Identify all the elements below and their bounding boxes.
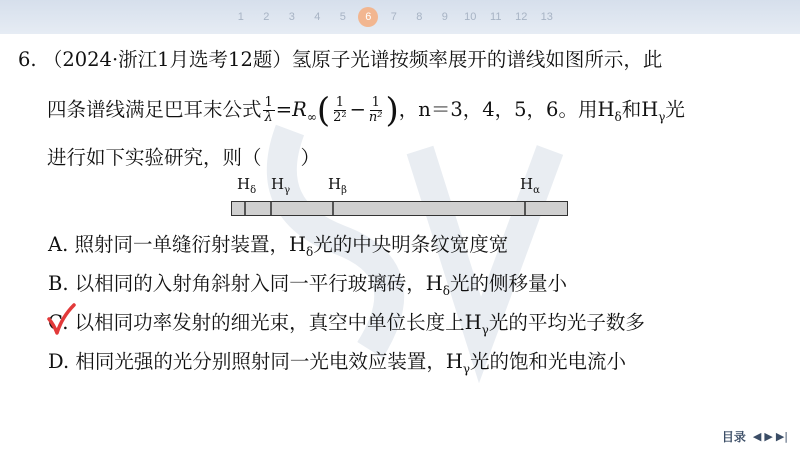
formula-term-2: $\frac{1}{\text{n²}}$ (368, 95, 383, 125)
checkmark-icon (46, 303, 76, 337)
formula-lhs: $\frac{1}{\lambda}$ (264, 95, 273, 125)
option-b[interactable]: B. 以相同的入射角斜射入同一平行玻璃砖，$H_\delta$光的侧移量小 (48, 272, 567, 298)
page-button-5[interactable]: 5 (339, 11, 346, 23)
page-button-12[interactable]: 12 (515, 11, 528, 23)
page-button-1[interactable]: 1 (237, 11, 244, 23)
question-text-1: 氢原子光谱按频率展开的谱线如图所示，此 (291, 48, 663, 71)
last-page-icon[interactable]: ▶| (775, 430, 788, 443)
page-button-9[interactable]: 9 (441, 11, 448, 23)
option-d[interactable]: D. 相同光强的光分别照射同一光电效应装置，$H_\gamma$光的饱和光电流小 (48, 350, 627, 376)
page-button-8[interactable]: 8 (416, 11, 423, 23)
spectral-line-alpha (524, 202, 526, 215)
question-number: 6. (18, 48, 37, 71)
page-button-7[interactable]: 7 (390, 11, 397, 23)
spectral-line-beta (332, 202, 334, 215)
question-text-2b: ，n＝3，4，5，6。用 (398, 98, 598, 121)
question-text-2: 四条谱线满足巴耳末公式 (47, 98, 262, 121)
option-a[interactable]: A. 照射同一单缝衍射装置，$H_\delta$光的中央明条纹宽度宽 (48, 233, 509, 259)
page-button-6[interactable]: 6 (356, 6, 382, 28)
formula-term-1: $\frac{1}{\text{2²}}$ (333, 95, 347, 125)
prev-icon[interactable]: ◀ (752, 430, 762, 443)
option-c[interactable]: C. 以相同功率发射的细光束，真空中单位长度上$H_\gamma$光的平均光子数多 (48, 311, 645, 337)
question-source: （2024·浙江1月选考12题） (42, 48, 292, 71)
question-line-1 (18, 47, 662, 73)
label-h-gamma: $H_\gamma$ (271, 175, 291, 196)
spectrum-bar (231, 201, 568, 216)
next-icon[interactable]: ▶ (764, 430, 773, 443)
top-bar (0, 0, 800, 34)
label-h-alpha: $H_\alpha$ (520, 175, 540, 196)
slide-nav (722, 428, 788, 445)
page-button-3[interactable]: 3 (288, 11, 295, 23)
page-button-11[interactable]: 11 (490, 11, 502, 23)
page-button-4[interactable]: 4 (314, 11, 321, 23)
spectral-line-gamma (270, 202, 272, 215)
question-line-2: 四条谱线满足巴耳末公式 $\frac{1}{\lambda}$ $=R_\infty$( $\frac{1}{\text{2²}}$ − $\frac{1}{\text{n²}}$ )，n＝3，4，5，6。用$H_\delta$和$H_\gamma$光 (47, 90, 685, 131)
page-navigator (228, 6, 560, 28)
page-button-13[interactable]: 13 (540, 11, 553, 23)
page-button-10[interactable]: 10 (464, 11, 477, 23)
label-h-beta: $H_\beta$ (328, 175, 347, 196)
menu-button[interactable]: 目录 (721, 430, 746, 444)
question-line-3: 进行如下实验研究，则（ ） (47, 146, 321, 169)
label-h-delta: $H_\delta$ (237, 175, 257, 196)
spectral-line-delta (244, 202, 246, 215)
page-button-2[interactable]: 2 (263, 11, 270, 23)
